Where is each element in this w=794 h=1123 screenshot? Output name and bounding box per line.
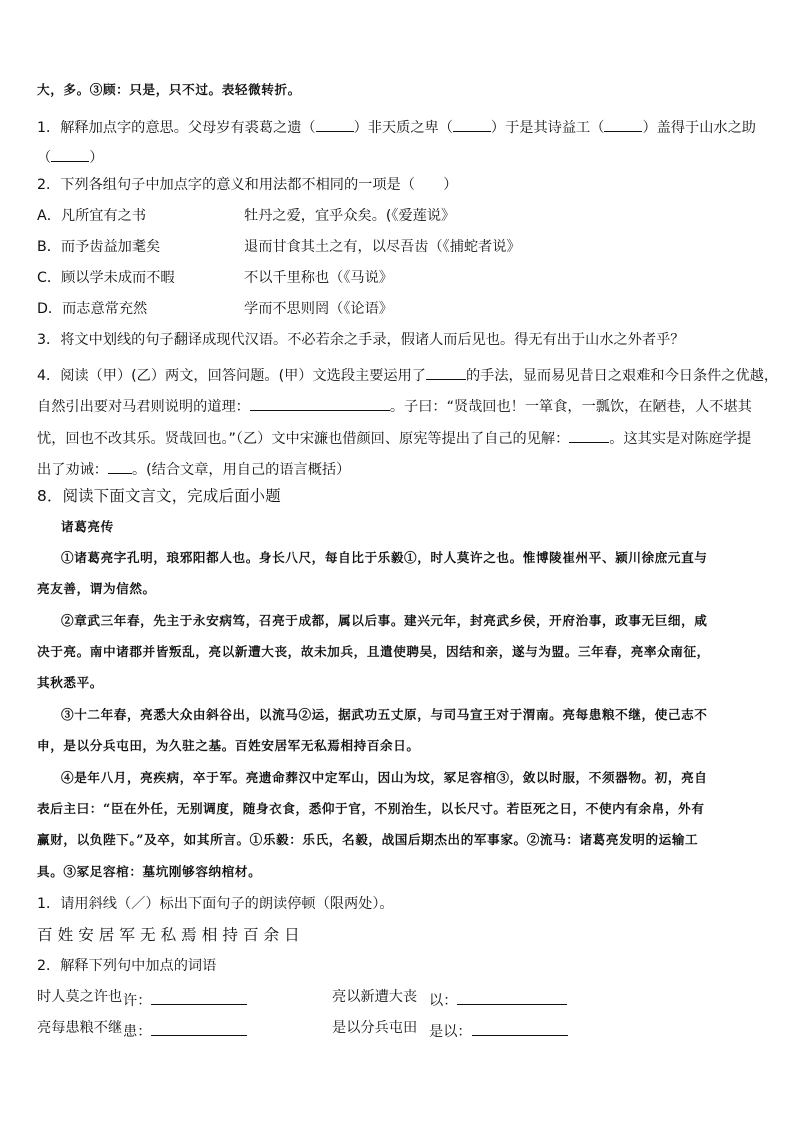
q4-text: 。(结合文章，用自己的语言概括） bbox=[131, 462, 351, 479]
subquestion-2-stem: 2．解释下列句中加点的词语 bbox=[37, 958, 217, 974]
answer-blank[interactable] bbox=[108, 459, 132, 474]
option-label: A．凡所宜有之书 bbox=[37, 208, 147, 224]
question-4-line-2 bbox=[37, 396, 758, 414]
answer-blank[interactable] bbox=[604, 117, 642, 132]
option-label: C．顾以学未成而不暇 bbox=[37, 270, 175, 286]
answer-blank[interactable] bbox=[426, 365, 466, 380]
passage-p2-line: 其秋悉平。 bbox=[37, 675, 103, 690]
q4-text: 出了劝诫： bbox=[37, 462, 108, 479]
option-text: 牡丹之爱，宜乎众矣。(《爱莲说》 bbox=[244, 208, 456, 224]
sentence-text: 亮每患粮不继 bbox=[37, 1020, 123, 1036]
passage-p1-line: 亮友善，谓为信然。 bbox=[37, 581, 156, 596]
passage-p2-line: ②章武三年春，先主于永安病笃，召亮于成都，属以后事。建兴元年，封亮武乡侯，开府治事，政事无巨细，咸 bbox=[61, 613, 708, 628]
passage-p3-line: ③十二年春，亮悉大众由斜谷出，以流马②运，据武功五丈原，与司马宣王对于渭南。亮每患粮不继，使己志不 bbox=[61, 707, 708, 722]
sentence-text: 时人莫之许也 bbox=[37, 989, 123, 1005]
word-label: 是以： bbox=[429, 1024, 472, 1041]
q4-text: 忧，回也不改其乐。贤哉回也。”（乙）文中宋濂也借颜回、原宪等提出了自己的见解： bbox=[37, 431, 570, 448]
q1-text: （ bbox=[37, 150, 52, 167]
answer-blank[interactable] bbox=[316, 117, 354, 132]
option-text: 学而不思则罔（《论语》 bbox=[244, 301, 393, 317]
answer-blank[interactable] bbox=[457, 990, 567, 1005]
word-answer bbox=[429, 1021, 568, 1039]
option-label: B．而予齿益加耄矣 bbox=[37, 239, 161, 255]
pause-sentence[interactable]: 百姓安居军无私焉相持百余日 bbox=[37, 926, 305, 944]
footnote-top: 大，多。③顾：只是，只不过。表轻微转折。 bbox=[37, 82, 301, 97]
word-label: 许： bbox=[123, 993, 152, 1010]
passage-p4-line: ④是年八月，亮疾病，卒于军。亮遗命葬汉中定军山，因山为坟，冢足容棺③，敛以时服，不须器物。初，亮自 bbox=[61, 770, 708, 785]
q1-text: ）于是其诗益工（ bbox=[490, 120, 605, 137]
word-answer bbox=[123, 1021, 247, 1039]
passage-p3-line: 申，是以分兵屯田，为久驻之基。百姓安居军无私焉相持百余日。 bbox=[37, 738, 420, 753]
sentence-text: 是以分兵屯田 bbox=[332, 1020, 418, 1036]
passage-p2-line: 决于亮。南中诸郡并皆叛乱，亮以新遭大丧，故未加兵，且遣使聘吴，因结和亲，遂与为盟。三年春，亮率众南征， bbox=[37, 644, 710, 659]
question-3: 3．将文中划线的句子翻译成现代汉语。不必若余之手录，假诸人而后见也。得无有出于山水之外者乎？ bbox=[37, 332, 685, 348]
answer-blank[interactable] bbox=[51, 147, 89, 162]
q4-text: 自然引出要对马君则说明的道理： bbox=[37, 399, 250, 416]
q4-text: 的手法，显而易见昔日之艰难和今日条件之优越， bbox=[465, 368, 779, 385]
question-4-line-1 bbox=[37, 365, 779, 385]
q4-text: 。子曰：“贤哉回也！一箪食，一瓢饮，在陋巷，人不堪其 bbox=[389, 399, 752, 416]
q4-text: 。这其实是对陈庭学提 bbox=[609, 431, 752, 448]
answer-blank[interactable] bbox=[472, 1021, 568, 1036]
sentence-text: 亮以新遭大丧 bbox=[332, 989, 418, 1005]
word-answer bbox=[429, 990, 567, 1008]
word-label: 患： bbox=[123, 1024, 152, 1041]
q4-text: 4．阅读（甲）(乙）两文，回答问题。(甲）文选段主要运用了 bbox=[37, 368, 426, 385]
option-label: D．而志意常充然 bbox=[37, 301, 148, 317]
question-4-line-4 bbox=[37, 459, 758, 477]
answer-blank[interactable] bbox=[151, 1021, 247, 1036]
q1-text: ） bbox=[89, 150, 104, 167]
answer-blank[interactable] bbox=[151, 990, 247, 1005]
answer-blank[interactable] bbox=[569, 428, 609, 443]
q1-text: 1．解释加点字的意思。父母岁有裘葛之遗（ bbox=[37, 120, 316, 137]
question-8-heading: 8．阅读下面文言文，完成后面小题 bbox=[37, 487, 281, 505]
word-answer bbox=[123, 990, 247, 1008]
passage-title: 诸葛亮传 bbox=[61, 519, 114, 534]
answer-blank[interactable] bbox=[250, 396, 390, 411]
option-text: 不以千里称也（《马说》 bbox=[244, 270, 393, 286]
question-1 bbox=[37, 117, 758, 135]
passage-p4-line: 具。③冢足容棺：墓坑刚够容纳棺材。 bbox=[37, 864, 262, 879]
option-text: 退而甘食其土之有，以尽吾齿（《捕蛇者说》 bbox=[244, 239, 521, 255]
passage-p4-line: 表后主曰：“臣在外任，无别调度，随身衣食，悉仰于官，不别治生，以长尺寸。若臣死之日，不使内有余帛，外有 bbox=[37, 801, 705, 816]
word-label: 以： bbox=[429, 993, 458, 1010]
passage-p4-line: 赢财，以负陛下。”及卒，如其所言。①乐毅：乐氏，名毅，战国后期杰出的军事家。②流马：诸葛亮发明的运输工 bbox=[37, 832, 699, 847]
question-4-line-3 bbox=[37, 428, 758, 446]
q1-text: ）非天质之卑（ bbox=[353, 120, 453, 137]
passage-p1-line: ①诸葛亮字孔明，琅邪阳都人也。身长八尺，每自比于乐毅①，时人莫许之也。惟博陵崔州平、颍川徐庶元直与 bbox=[61, 550, 708, 565]
question-1-cont bbox=[37, 147, 758, 165]
question-2-stem: 2．下列各组句子中加点字的意义和用法都不相同的一项是（ ） bbox=[37, 177, 458, 193]
q1-text: ）盖得于山水之助 bbox=[642, 120, 756, 137]
answer-blank[interactable] bbox=[453, 117, 491, 132]
subquestion-1-stem: 1．请用斜线（／）标出下面句子的朗读停顿（限两处）。 bbox=[37, 896, 394, 912]
